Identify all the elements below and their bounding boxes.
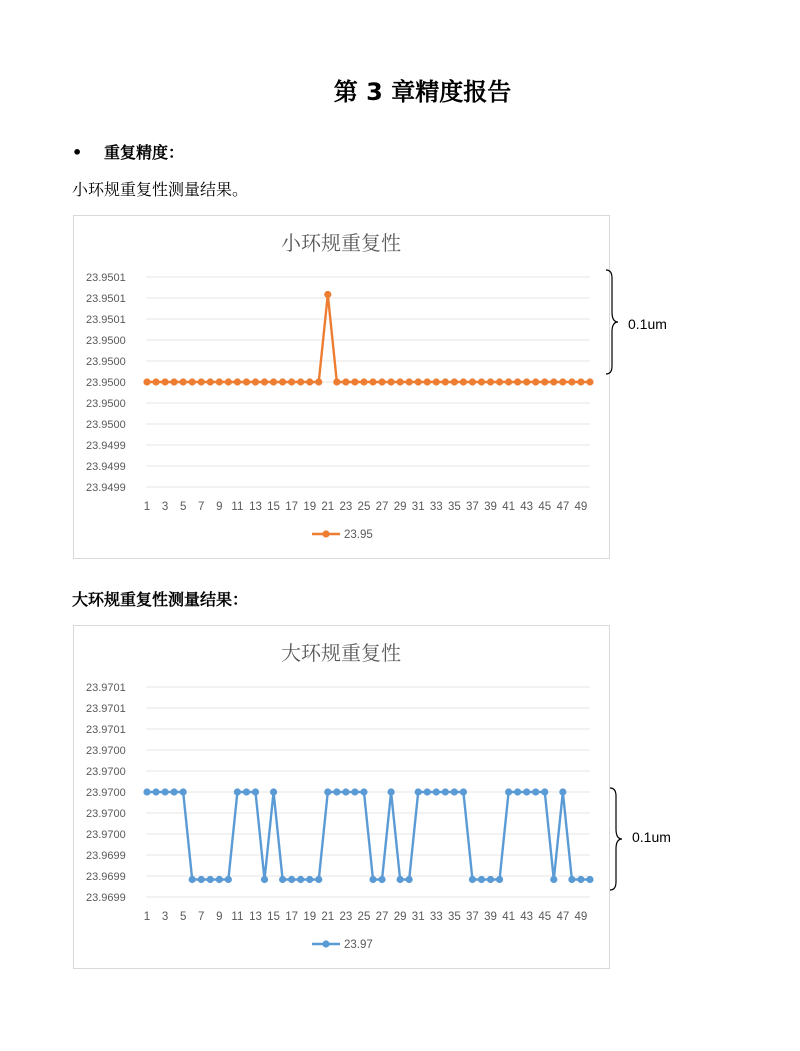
large-ring-chart <box>73 625 610 969</box>
x-tick-label: 47 <box>556 911 570 923</box>
data-point <box>252 788 259 795</box>
data-point <box>532 788 539 795</box>
bullet-symbol: • <box>72 143 83 162</box>
data-point <box>216 378 223 385</box>
data-point <box>387 788 394 795</box>
data-point <box>306 876 313 883</box>
small-ring-chart <box>73 215 610 559</box>
chart-title: 大环规重复性 <box>281 641 401 665</box>
y-tick-label: 23.9699 <box>86 850 126 862</box>
x-tick-label: 21 <box>321 911 335 923</box>
x-tick-label: 43 <box>520 501 534 513</box>
x-tick-label: 17 <box>285 501 299 513</box>
data-point <box>279 378 286 385</box>
data-point <box>315 378 322 385</box>
data-point <box>496 876 503 883</box>
x-tick-label: 25 <box>357 501 371 513</box>
x-tick-label: 45 <box>538 911 552 923</box>
data-point <box>541 378 548 385</box>
x-tick-label: 29 <box>393 911 407 923</box>
data-point <box>279 876 286 883</box>
x-tick-label: 43 <box>520 911 534 923</box>
data-point <box>234 788 241 795</box>
data-point <box>378 378 385 385</box>
data-point <box>288 378 295 385</box>
data-point <box>496 378 503 385</box>
data-point <box>514 378 521 385</box>
x-tick-label: 27 <box>375 501 389 513</box>
data-point <box>243 378 250 385</box>
data-point <box>360 788 367 795</box>
data-point <box>387 378 394 385</box>
data-point <box>487 378 494 385</box>
chart-title: 小环规重复性 <box>281 231 401 255</box>
data-point <box>369 378 376 385</box>
legend-label: 23.95 <box>344 529 373 541</box>
x-tick-label: 39 <box>484 911 497 923</box>
x-tick-label: 41 <box>502 911 515 923</box>
y-tick-label: 23.9699 <box>86 892 126 904</box>
data-point <box>568 378 575 385</box>
y-tick-label: 23.9700 <box>86 829 126 841</box>
data-point <box>577 378 584 385</box>
data-point <box>532 378 539 385</box>
data-point <box>514 788 521 795</box>
y-tick-label: 23.9701 <box>86 703 126 715</box>
data-point <box>324 291 331 298</box>
data-point <box>469 876 476 883</box>
x-tick-label: 19 <box>303 501 317 513</box>
x-tick-label: 15 <box>267 501 280 513</box>
data-point <box>433 378 440 385</box>
x-tick-label: 49 <box>574 911 588 923</box>
data-point <box>216 876 223 883</box>
x-tick-label: 47 <box>556 501 570 513</box>
x-tick-label: 33 <box>429 501 443 513</box>
data-point <box>586 378 593 385</box>
data-point <box>161 378 168 385</box>
data-point <box>478 378 485 385</box>
data-point <box>541 788 548 795</box>
data-point <box>234 378 241 385</box>
data-point <box>577 876 584 883</box>
data-point <box>397 876 404 883</box>
data-point <box>180 378 187 385</box>
x-tick-label: 27 <box>375 911 389 923</box>
x-tick-label: 9 <box>216 911 223 923</box>
y-tick-label: 23.9499 <box>86 461 126 473</box>
data-point <box>261 876 268 883</box>
y-tick-label: 23.9500 <box>86 398 126 410</box>
x-tick-label: 33 <box>429 911 443 923</box>
data-point <box>460 788 467 795</box>
data-point <box>505 378 512 385</box>
data-point <box>225 378 232 385</box>
data-point <box>550 876 557 883</box>
x-tick-label: 17 <box>285 911 299 923</box>
data-point <box>523 788 530 795</box>
chapter-title: 第 3 章精度报告 <box>333 78 512 106</box>
x-tick-label: 29 <box>393 501 407 513</box>
data-point <box>378 876 385 883</box>
x-tick-label: 5 <box>179 501 187 513</box>
data-point <box>333 378 340 385</box>
x-tick-label: 13 <box>249 501 262 513</box>
y-tick-label: 23.9501 <box>86 314 126 326</box>
data-point <box>505 788 512 795</box>
data-point <box>342 788 349 795</box>
large-ring-heading: 大环规重复性测量结果： <box>72 590 249 609</box>
data-point <box>288 876 295 883</box>
y-tick-label: 23.9701 <box>86 682 126 694</box>
data-point <box>324 788 331 795</box>
x-tick-label: 3 <box>161 911 169 923</box>
data-point <box>369 876 376 883</box>
x-tick-label: 37 <box>466 501 479 513</box>
data-point <box>297 876 304 883</box>
x-tick-label: 11 <box>231 501 244 513</box>
data-point <box>189 876 196 883</box>
data-point <box>433 788 440 795</box>
large-range-brace <box>604 786 628 892</box>
x-tick-label: 39 <box>484 501 497 513</box>
data-point <box>180 788 187 795</box>
small-range-label: 0.1um <box>628 316 667 332</box>
x-tick-label: 5 <box>179 911 187 923</box>
data-point <box>243 788 250 795</box>
data-point <box>559 378 566 385</box>
x-tick-label: 21 <box>321 501 335 513</box>
y-tick-label: 23.9501 <box>86 293 126 305</box>
data-point <box>351 788 358 795</box>
data-point <box>152 378 159 385</box>
y-tick-label: 23.9499 <box>86 440 126 452</box>
data-point <box>161 788 168 795</box>
legend-label: 23.97 <box>344 939 373 951</box>
small-ring-intro: 小环规重复性测量结果。 <box>72 180 249 199</box>
data-point <box>568 876 575 883</box>
y-tick-label: 23.9499 <box>86 482 126 494</box>
y-tick-label: 23.9501 <box>86 272 126 284</box>
data-point <box>225 876 232 883</box>
x-tick-label: 13 <box>249 911 262 923</box>
large-ring-chart-svg <box>74 626 609 968</box>
data-point <box>333 788 340 795</box>
data-point <box>469 378 476 385</box>
bullet-heading: 重复精度： <box>104 143 185 162</box>
data-point <box>207 378 214 385</box>
bullet-heading-line <box>72 140 184 163</box>
y-tick-label: 23.9700 <box>86 745 126 757</box>
data-point <box>406 876 413 883</box>
data-point <box>152 788 159 795</box>
x-tick-label: 25 <box>357 911 371 923</box>
x-tick-label: 7 <box>198 911 205 923</box>
x-tick-label: 31 <box>411 911 425 923</box>
data-point <box>270 788 277 795</box>
data-point <box>261 378 268 385</box>
y-tick-label: 23.9699 <box>86 871 126 883</box>
data-point <box>442 378 449 385</box>
x-tick-label: 35 <box>447 501 461 513</box>
data-point <box>415 788 422 795</box>
small-range-brace <box>600 268 624 376</box>
data-point <box>143 788 150 795</box>
data-point <box>451 788 458 795</box>
y-tick-label: 23.9701 <box>86 724 126 736</box>
data-point <box>487 876 494 883</box>
y-tick-label: 23.9700 <box>86 766 126 778</box>
data-point <box>351 378 358 385</box>
x-tick-label: 31 <box>411 501 425 513</box>
series-line <box>147 295 590 383</box>
data-point <box>315 876 322 883</box>
large-range-label: 0.1um <box>632 829 671 845</box>
data-point <box>189 378 196 385</box>
series-line <box>147 792 590 880</box>
data-point <box>478 876 485 883</box>
data-point <box>424 378 431 385</box>
data-point <box>424 788 431 795</box>
data-point <box>406 378 413 385</box>
data-point <box>415 378 422 385</box>
y-tick-label: 23.9500 <box>86 377 126 389</box>
data-point <box>586 876 593 883</box>
y-tick-label: 23.9500 <box>86 419 126 431</box>
data-point <box>360 378 367 385</box>
data-point <box>550 378 557 385</box>
x-tick-label: 11 <box>231 911 244 923</box>
data-point <box>523 378 530 385</box>
x-tick-label: 9 <box>216 501 223 513</box>
x-tick-label: 41 <box>502 501 515 513</box>
legend-marker <box>322 530 329 537</box>
data-point <box>252 378 259 385</box>
data-point <box>342 378 349 385</box>
data-point <box>171 788 178 795</box>
x-tick-label: 7 <box>198 501 205 513</box>
x-tick-label: 23 <box>339 911 353 923</box>
x-tick-label: 3 <box>161 501 169 513</box>
data-point <box>297 378 304 385</box>
x-tick-label: 19 <box>303 911 317 923</box>
y-tick-label: 23.9700 <box>86 787 126 799</box>
data-point <box>207 876 214 883</box>
data-point <box>198 378 205 385</box>
x-tick-label: 15 <box>267 911 280 923</box>
data-point <box>460 378 467 385</box>
x-tick-label: 49 <box>574 501 588 513</box>
y-tick-label: 23.9700 <box>86 808 126 820</box>
data-point <box>270 378 277 385</box>
data-point <box>171 378 178 385</box>
data-point <box>397 378 404 385</box>
legend-marker <box>322 940 329 947</box>
data-point <box>198 876 205 883</box>
data-point <box>442 788 449 795</box>
x-tick-label: 1 <box>143 501 151 513</box>
data-point <box>143 378 150 385</box>
x-tick-label: 1 <box>143 911 151 923</box>
x-tick-label: 45 <box>538 501 552 513</box>
data-point <box>559 788 566 795</box>
y-tick-label: 23.9500 <box>86 335 126 347</box>
x-tick-label: 35 <box>447 911 461 923</box>
data-point <box>306 378 313 385</box>
y-tick-label: 23.9500 <box>86 356 126 368</box>
data-point <box>451 378 458 385</box>
small-ring-chart-svg <box>74 216 609 558</box>
x-tick-label: 23 <box>339 501 353 513</box>
x-tick-label: 37 <box>466 911 479 923</box>
